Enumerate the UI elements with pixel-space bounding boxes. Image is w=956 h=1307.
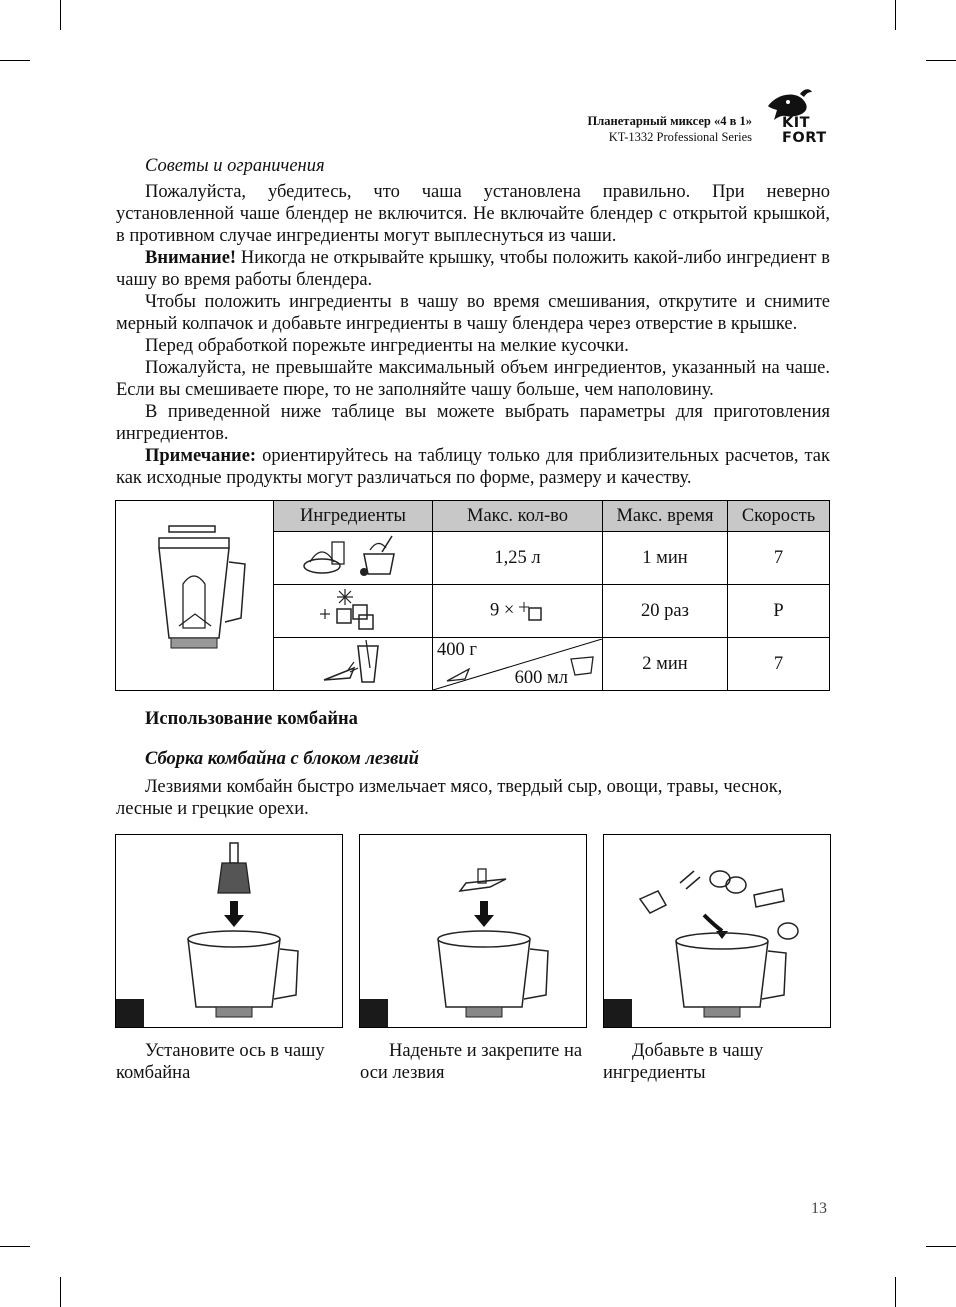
carrot-amount: 400 г	[437, 639, 477, 660]
tips-paragraph: Пожалуйста, убедитесь, что чаша установлена правильно. При неверно установленной чаше блендер не включится. Не включайте блендер с открытой крышкой, в противном случае ингредиенты могут выплеснуться из чаши.	[116, 182, 830, 246]
liquid-amount: 600 мл	[514, 667, 568, 688]
blender-parameter-table	[115, 500, 830, 691]
step-1-illustration	[115, 834, 343, 1028]
tips-note: Примечание: ориентируйтесь на таблицу только для приблизительных расчетов, так как исходные продукты могут различаться по форме, размеру и качеству.	[116, 446, 830, 488]
tips-warning: Внимание! Никогда не открывайте крышку, чтобы положить какой-либо ингредиент в чашу во время работы блендера.	[116, 248, 830, 290]
bowl-with-ingredients-icon	[604, 835, 830, 1027]
crop-mark	[926, 1246, 956, 1247]
crop-mark	[60, 1277, 61, 1307]
section-text: Лезвиями комбайн быстро измельчает мясо, твердый сыр, овощи, травы, чеснок, лесные и грецкие орехи.	[116, 777, 783, 819]
table-header: Ингредиенты	[274, 501, 433, 532]
step-3-illustration	[603, 834, 831, 1028]
blender-jar-icon	[135, 518, 255, 668]
step-number-badge	[360, 999, 388, 1027]
running-header	[520, 113, 752, 145]
table-header: Скорость	[728, 501, 830, 532]
crop-mark	[0, 1246, 30, 1247]
crop-mark	[0, 60, 30, 61]
step-2-illustration	[359, 834, 587, 1028]
crop-mark	[895, 1277, 896, 1307]
ice-cube-icon	[519, 600, 545, 622]
max-amount: 9 ×	[433, 585, 603, 638]
max-time: 2 мин	[603, 638, 728, 691]
carrot-juice-icon	[274, 638, 433, 691]
step-3-caption: Добавьте в чашу ингредиенты	[603, 1041, 764, 1083]
tips-paragraph: Пожалуйста, не превышайте максимальный объем ингредиентов, указанный на чаше. Если вы смешиваете пюре, то не заполняйте чашу больше, чем наполовину.	[116, 358, 830, 400]
speed: P	[728, 585, 830, 638]
step-number-badge	[116, 999, 144, 1027]
bowl-with-blade-icon	[360, 835, 586, 1027]
crop-mark	[895, 0, 896, 30]
blender-jar-illustration	[116, 501, 274, 691]
max-amount: 1,25 л	[433, 532, 603, 585]
page-number: 13	[811, 1200, 827, 1217]
section-title: Использование комбайна	[145, 709, 358, 729]
crop-mark	[926, 60, 956, 61]
tips-paragraph: Перед обработкой порежьте ингредиенты на мелкие кусочки.	[145, 336, 629, 356]
tips-heading: Советы и ограничения	[145, 156, 325, 176]
logo-wordmark: KIT FORT	[782, 115, 827, 146]
step-1-caption: Установите ось в чашу комбайна	[116, 1041, 325, 1083]
tips-paragraph: Чтобы положить ингредиенты в чашу во время смешивания, открутите и снимите мерный колпачок и добавьте ингредиенты в чашу блендера через отверстие в крышке.	[116, 292, 830, 334]
crop-mark	[60, 0, 61, 30]
step-number-badge	[604, 999, 632, 1027]
soup-ingredients-icon	[274, 532, 433, 585]
tips-section	[116, 155, 830, 489]
ice-cubes-icon	[274, 585, 433, 638]
bowl-with-shaft-icon	[116, 835, 342, 1027]
max-amount-split-cell	[433, 638, 603, 691]
section-subtitle: Сборка комбайна с блоком лезвий	[145, 749, 419, 769]
step-2-caption: Наденьте и закрепите на оси лезвия	[360, 1041, 583, 1083]
max-time: 1 мин	[603, 532, 728, 585]
table-header: Макс. кол-во	[433, 501, 603, 532]
table-header: Макс. время	[603, 501, 728, 532]
tips-paragraph: В приведенной ниже таблице вы можете выбрать параметры для приготовления ингредиентов.	[116, 402, 830, 444]
header-series: KT-1332 Professional Series	[608, 130, 752, 144]
header-model: Планетарный миксер «4 в 1»	[587, 114, 752, 128]
speed: 7	[728, 638, 830, 691]
max-time: 20 раз	[603, 585, 728, 638]
speed: 7	[728, 532, 830, 585]
